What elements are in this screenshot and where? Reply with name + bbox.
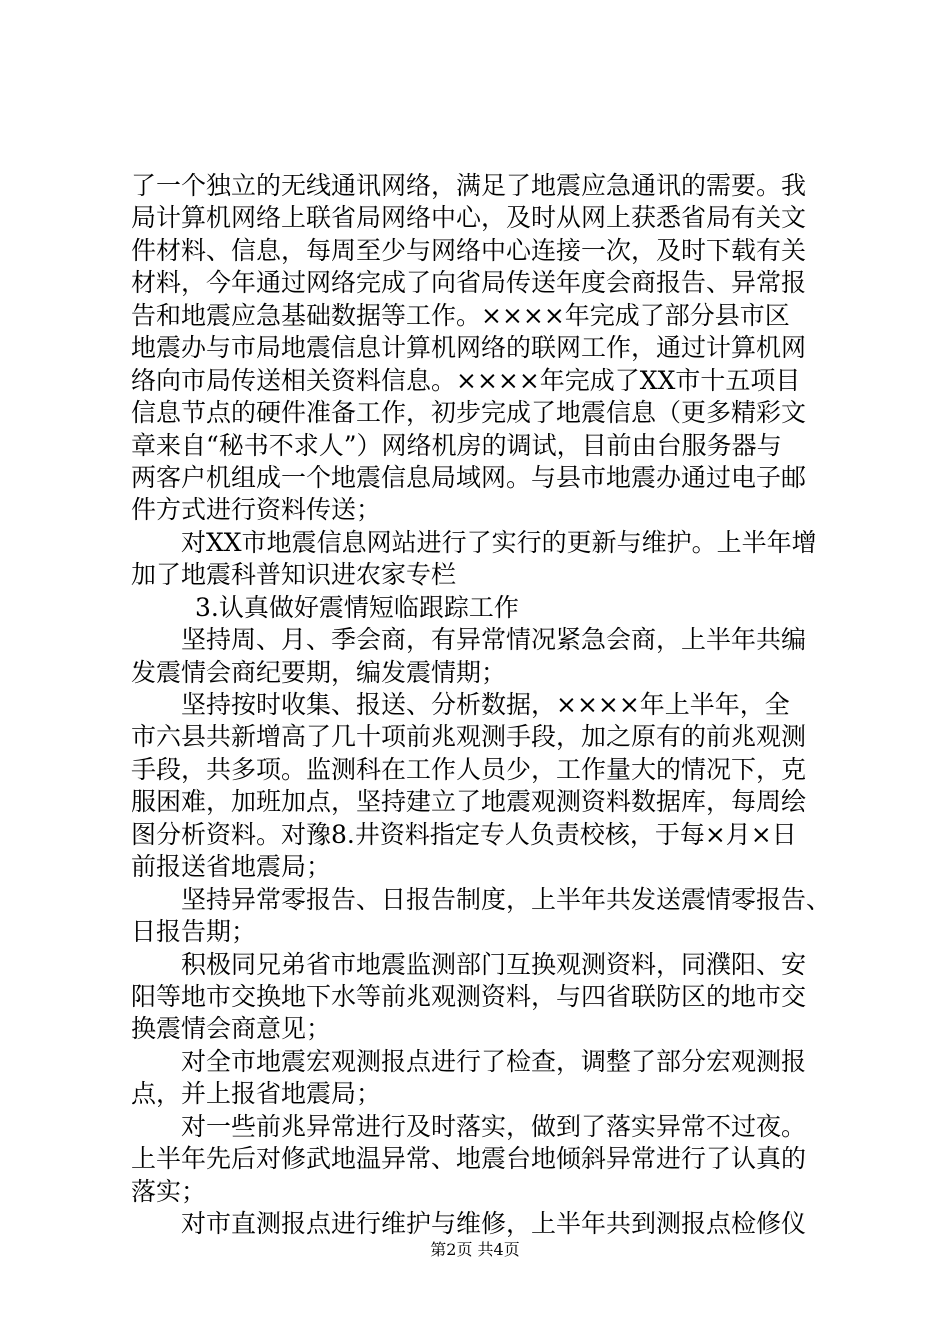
text-line: 两客户机组成一个地震信息局域网。与县市地震办通过电子邮 — [131, 462, 807, 492]
text-line: 局计算机网络上联省局网络中心，及时从网上获悉省局有关文 — [131, 203, 807, 233]
text-line: 了一个独立的无线通讯网络，满足了地震应急通讯的需要。我 — [131, 171, 807, 200]
text-line: 手段，共多项。监测科在工作人员少，工作量大的情况下，克 — [131, 754, 807, 784]
text-line: 换震情会商意见； — [131, 1014, 332, 1044]
text-line: 服困难，加班加点，坚持建立了地震观测资料数据库，每周绘 — [131, 787, 807, 817]
text-line: 落实； — [131, 1176, 207, 1206]
paragraph-start-line: 对XX市地震信息网站进行了实行的更新与维护。上半年增 — [181, 527, 817, 557]
text-line: 信息节点的硬件准备工作，初步完成了地震信息（更多精彩文 — [131, 398, 807, 428]
paragraph-start-line: 积极同兄弟省市地震监测部门互换观测资料，同濮阳、安 — [181, 949, 807, 979]
paragraph-start-line: 对市直测报点进行维护与维修，上半年共到测报点检修仪 — [181, 1209, 807, 1238]
text-line: 阳等地市交换地下水等前兆观测资料，与四省联防区的地市交 — [131, 981, 807, 1011]
page-number-footer: 第2页 共4页 — [430, 1240, 520, 1259]
text-line: 市六县共新增高了几十项前兆观测手段，加之原有的前兆观测 — [131, 722, 807, 752]
text-line: 件材料、信息，每周至少与网络中心连接一次，及时下载有关 — [131, 235, 807, 265]
paragraph-start-line: 对全市地震宏观测报点进行了检查，调整了部分宏观测报 — [181, 1046, 807, 1076]
text-line: 加了地震科普知识进农家专栏 — [131, 560, 457, 590]
text-line: 点，并上报省地震局； — [131, 1079, 382, 1109]
text-line: 发震情会商纪要期，编发震情期； — [131, 657, 507, 687]
text-line: 日报告期； — [131, 917, 257, 947]
paragraph-start-line: 坚持按时收集、报送、分析数据，××××年上半年，全 — [181, 690, 790, 719]
text-line: 件方式进行资料传送； — [131, 495, 382, 525]
paragraph-start-line: 坚持异常零报告、日报告制度，上半年共发送震情零报告、 — [181, 884, 832, 914]
document-body — [131, 170, 851, 1240]
paragraph-start-line: 对一些前兆异常进行及时落实，做到了落实异常不过夜。 — [181, 1111, 807, 1141]
paragraph-start-line: 坚持周、月、季会商，有异常情况紧急会商，上半年共编 — [181, 625, 807, 655]
text-line: 告和地震应急基础数据等工作。××××年完成了部分县市区 — [131, 300, 790, 330]
text-line: 络向市局传送相关资料信息。××××年完成了XX市十五项目 — [131, 365, 801, 395]
section-heading: 3.认真做好震情短临跟踪工作 — [195, 592, 519, 622]
text-line: 章来自“秘书不求人”）网络机房的调试，目前由台服务器与 — [131, 430, 782, 460]
text-line: 上半年先后对修武地温异常、地震台地倾斜异常进行了认真的 — [131, 1144, 807, 1174]
text-line: 前报送省地震局； — [131, 852, 332, 882]
text-line: 图分析资料。对豫8.井资料指定专人负责校核，于每×月×日 — [131, 819, 797, 849]
text-line: 材料，今年通过网络完成了向省局传送年度会商报告、异常报 — [131, 268, 807, 298]
text-line: 地震办与市局地震信息计算机网络的联网工作，通过计算机网 — [131, 333, 807, 363]
